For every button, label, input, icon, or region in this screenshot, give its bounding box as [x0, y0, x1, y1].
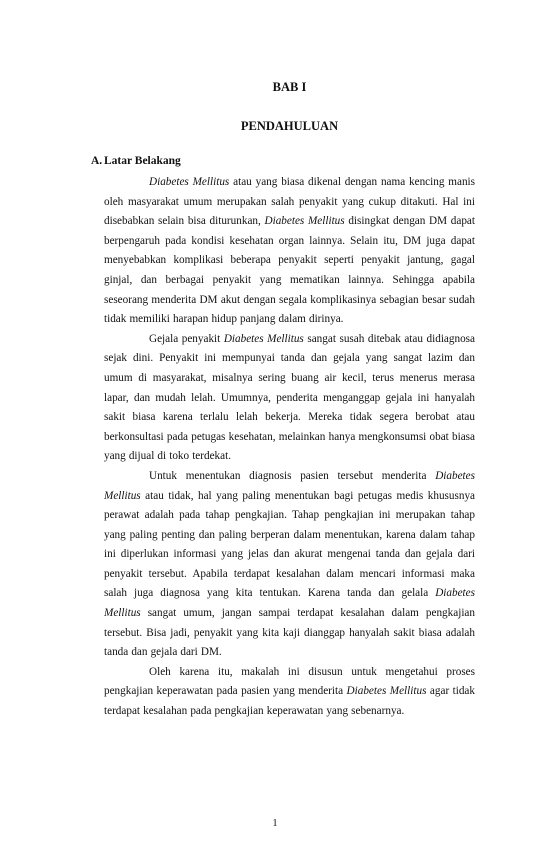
- body-text: [104, 173, 475, 722]
- paragraph: Untuk menentukan diagnosis pasien tersebut menderita Diabetes Mellitus atau tidak, hal yang paling menentukan bagi petugas medis khususnya perawat adalah pada tahap pengkajian. Tahap pengkajian ini merupakan tahap yang paling penting dan paling berperan dalam menentukan, karena dalam tahap ini diperlukan informasi yang jelas dan akurat mengenai tanda dan gejala dari penyakit tersebut. Apabila terdapat kesalahan dalam mencari informasi maka salah juga diagnosa yang kita tentukan. Karena tanda dan gelala Diabetes Mellitus sangat umum, jangan sampai terdapat kesalahan dalam pengkajian tersebut. Bisa jadi, penyakit yang kita kaji dianggap hanyalah sakit biasa adalah tanda dan gejala dari DM.: [104, 469, 475, 659]
- chapter-title: PENDAHULUAN: [240, 119, 339, 133]
- section-number: A.: [91, 155, 103, 167]
- section-title: Latar Belakang: [104, 155, 181, 167]
- italic-term: Diabetes Mellitus: [149, 176, 230, 188]
- section-heading: [91, 153, 475, 169]
- page-number: 1: [272, 818, 278, 829]
- document-page: [0, 79, 550, 856]
- italic-term: Diabetes Mellitus: [104, 587, 475, 620]
- paragraph: Diabetes Mellitus atau yang biasa dikenal dengan nama kencing manis oleh masyarakat umum merupakan salah penyakit yang cukup ditakuti. Hal ini disebabkan selain bisa diturunkan, Diabetes Mellitus disingkat dengan DM dapat berpengaruh pada kondisi kesehatan organ lainnya. Selain itu, DM juga dapat menyebabkan komplikasi beberapa penyakit seperti penyakit jantung, gagal ginjal, dan berbagai penyakit yang mematikan lainnya. Sehingga apabila seseorang menderita DM akut dengan segala komplikasinya sebagian besar sudah tidak memiliki harapan hidup panjang dalam dirinya.: [104, 176, 476, 326]
- italic-term: Diabetes Mellitus: [264, 215, 345, 228]
- italic-term: Diabetes Mellitus: [223, 332, 304, 345]
- italic-term: Diabetes Mellitus: [346, 685, 427, 698]
- paragraph: Oleh karena itu, makalah ini disusun untuk mengetahui proses pengkajian keperawatan pada pasien yang menderita Diabetes Mellitus agar tidak terdapat kesalahan pada pengkajian keperawatan yang sebenarnya.: [104, 665, 475, 718]
- paragraph: Gejala penyakit Diabetes Mellitus sangat susah ditebak atau didiagnosa sejak dini. Penyakit ini mempunyai tanda dan gejala yang sangat lazim dan umum di masyarakat, misalnya sering buang air kecil, terus menerus merasa lapar, dan mudah lelah. Umumnya, penderita menganggap gejala ini hanyalah sakit biasa karena terlalu lelah bekerja. Mereka tidak segera berobat atau berkonsultasi pada petugas kesehatan, melainkan hanya mengkonsumsi obat biasa yang dijual di toko terdekat.: [104, 332, 475, 463]
- chapter-number: BAB I: [272, 80, 307, 94]
- italic-term: Diabetes Mellitus: [104, 469, 475, 502]
